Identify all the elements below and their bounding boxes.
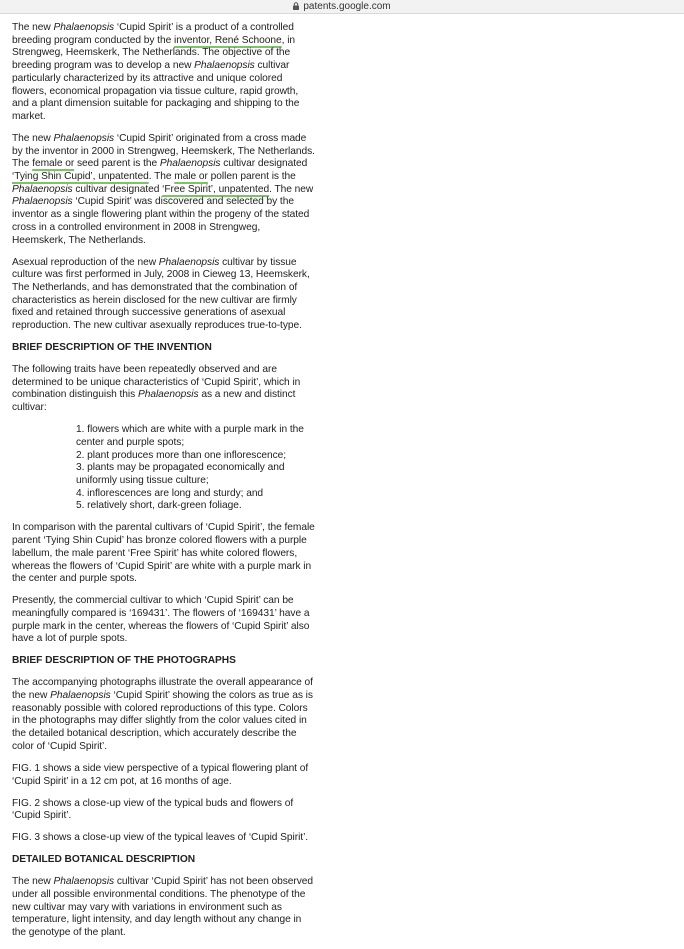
paragraph-asexual-reproduction: Asexual reproduction of the new Phalaenopsis cultivar by tissue culture was first performed in July, 2008 in Cieweg 13, Heemskerk, The Netherlands, and has demonstrated that the combination of characteristics as herein disclosed for the new cultivar are firmly fixed and retained through successive generations of asexual reproduction. The new cultivar asexually reproduces true-to-type. (12, 256, 310, 332)
paragraph-fig1: FIG. 1 shows a side view perspective of a typical flowering plant of ‘Cupid Spirit’ in a 12 cm pot, at 16 months of age. (12, 762, 309, 787)
paragraph-botanical-description: The new Phalaenopsis cultivar ‘Cupid Spirit’ has not been observed under all possible environmental conditions. The phenotype of the new cultivar may vary with variations in environment such as temperature, light intensity, and day length without any change in the genotype of the plant. (12, 876, 314, 939)
patent-description (12, 22, 316, 949)
highlight-inventor: inventor, René Schoone (173, 34, 282, 46)
paragraph-photographs: The accompanying photographs illustrate the overall appearance of the new Phalaenopsis ‘Cupid Spirit’ showing the colors as true as is reasonably possible with colored reproductions of this type. Colors in the photographs may differ slightly from the color values cited in the detailed botanical description, which accurately describe the color of ‘Cupid Spirit’. (12, 677, 313, 752)
url-text: patents.google.com (303, 1, 391, 12)
highlight-female: female or (32, 158, 75, 170)
paragraph-traits-intro: The following traits have been repeatedly observed and are determined to be unique characteristics of ‘Cupid Spirit’, which in combination distinguish this Phalaenopsis as a new and distinct cultivar: (12, 364, 301, 414)
trait-item: 5. relatively short, dark-green foliage. (76, 500, 242, 512)
highlight-male-parent: ‘Free Spirit’, unpatented (162, 183, 270, 195)
highlight-male: male or (174, 171, 208, 183)
trait-item: 1. flowers which are white with a purple mark in the center and purple spots; (76, 424, 304, 448)
trait-item: 4. inflorescences are long and sturdy; and (76, 487, 264, 499)
paragraph-parentage: The new Phalaenopsis ‘Cupid Spirit’ originated from a cross made by the inventor in 2000 in Strengweg, Heemskerk, The Netherlands. The female or seed parent is the Phalaenopsis cultivar designated ‘Tying Shin Cupid’, unpatented. The male or pollen parent is the Phalaenopsis cultivar designated ‘Free Spirit’, unpatented. The new Phalaenopsis ‘Cupid Spirit’ was discovered and selected by the inventor as a single flowering plant within the progeny of the stated cross in a controlled environment in 2008 in Strengweg, Heemskerk, The Netherlands. (12, 132, 315, 246)
heading-brief-description-invention: BRIEF DESCRIPTION OF THE INVENTION (12, 342, 212, 354)
paragraph-parental-comparison: In comparison with the parental cultivars of ‘Cupid Spirit’, the female parent ‘Tying Shin Cupid’ has bronze colored flowers with a purple labellum, the male parent ‘Free Spirit’ has white colored flowers, whereas the flowers of ‘Cupid Spirit’ are white with a purple mark in the center and purple spots. (12, 522, 315, 585)
paragraph-origin: The new Phalaenopsis ‘Cupid Spirit’ is a product of a controlled breeding program conducted by the inventor, René Schoone, in Strengweg, Heemskerk, The Netherlands. The objective of the breeding program was to develop a new Phalaenopsis cultivar particularly characterized by its attractive and unique colored flowers, economical propagation via tissue culture, rapid growth, and a plant dimension suitable for packaging and shipping to the market. (12, 22, 300, 122)
browser-address-bar[interactable] (0, 0, 684, 14)
traits-list (12, 424, 316, 513)
trait-item: 3. plants may be propagated economically and uniformly using tissue culture; (76, 462, 285, 486)
lock-icon (293, 1, 299, 14)
paragraph-commercial-comparison: Presently, the commercial cultivar to which ‘Cupid Spirit’ can be meaningfully compared is ‘169431’. The flowers of ‘169431’ have a purple mark in the center, whereas the flowers of ‘Cupid Spirit’ also have a lot of purple spots. (12, 595, 310, 645)
paragraph-fig3: FIG. 3 shows a close-up view of the typical leaves of ‘Cupid Spirit’. (12, 832, 309, 844)
paragraph-fig2: FIG. 2 shows a close-up view of the typical buds and flowers of ‘Cupid Spirit’. (12, 797, 294, 822)
trait-item: 2. plant produces more than one inflorescence; (76, 449, 287, 461)
highlight-female-parent: ‘Tying Shin Cupid’, unpatented (12, 171, 149, 183)
heading-brief-description-photographs: BRIEF DESCRIPTION OF THE PHOTOGRAPHS (12, 655, 236, 667)
heading-detailed-botanical-description: DETAILED BOTANICAL DESCRIPTION (12, 854, 196, 866)
